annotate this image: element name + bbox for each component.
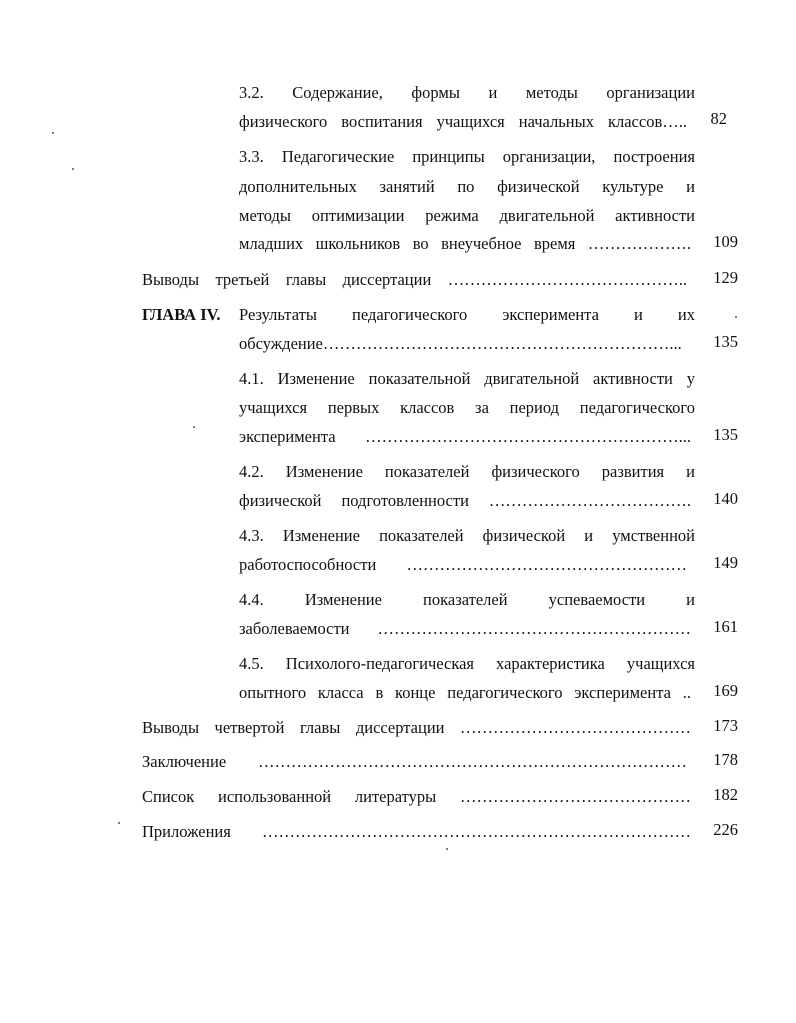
toc-entry-text: методы оптимизации режима двигательной активности bbox=[239, 206, 695, 225]
toc-entry-text: учащихся первых классов за период педагогического bbox=[239, 398, 695, 417]
scan-speck bbox=[735, 316, 737, 318]
toc-page-number: 226 bbox=[713, 820, 738, 839]
scan-speck bbox=[72, 168, 74, 170]
toc-entry-text: опытного класса в конце педагогического эксперимента .. bbox=[239, 683, 691, 702]
toc-entry-text: обсуждение………………………………………………………... bbox=[239, 334, 682, 353]
toc-entry-text: 3.3. Педагогические принципы организации, построения bbox=[239, 147, 695, 166]
toc-entry-text: 4.3. Изменение показателей физической и умственной bbox=[239, 526, 695, 545]
toc-entry-text: физической подготовленности ………………………………. bbox=[239, 491, 691, 510]
toc-entry-text: Выводы четвертой главы диссертации …………………………………… bbox=[142, 718, 691, 737]
chapter-label: ГЛАВА IV. bbox=[142, 305, 221, 324]
toc-page-number: 178 bbox=[713, 750, 738, 769]
toc-page-number: 129 bbox=[713, 268, 738, 287]
toc-entry-text: эксперимента …………………………………………………... bbox=[239, 427, 691, 446]
scan-speck bbox=[446, 848, 448, 850]
toc-entry-text: заболеваемости ………………………………………………… bbox=[239, 619, 691, 638]
toc-page-number: 140 bbox=[713, 489, 738, 508]
toc-entry-text: Список использованной литературы …………………………………… bbox=[142, 787, 691, 806]
toc-entry-text: Приложения …………………………………………………………………… bbox=[142, 822, 691, 841]
toc-entry-text: дополнительных занятий по физической культуре и bbox=[239, 177, 695, 196]
toc-entry-text: 4.2. Изменение показателей физического развития и bbox=[239, 462, 695, 481]
toc-entry-text: физического воспитания учащихся начальных классов….. bbox=[239, 112, 687, 131]
toc-page-number: 135 bbox=[713, 425, 738, 444]
toc-page-number: 182 bbox=[713, 785, 738, 804]
scan-speck bbox=[52, 132, 54, 134]
toc-entry-text: 3.2. Содержание, формы и методы организации bbox=[239, 83, 695, 102]
scan-speck bbox=[193, 426, 195, 428]
toc-page-number: 149 bbox=[713, 553, 738, 572]
toc-page-number: 161 bbox=[713, 617, 738, 636]
toc-page-number: 169 bbox=[713, 681, 738, 700]
toc-page-number: 135 bbox=[713, 332, 738, 351]
toc-page-number: 109 bbox=[713, 232, 738, 251]
scan-speck bbox=[118, 822, 120, 824]
toc-entry-text: Выводы третьей главы диссертации …………………………………….. bbox=[142, 270, 687, 289]
toc-entry-text: Заключение …………………………………………………………………… bbox=[142, 752, 687, 771]
toc-entry-text: 4.1. Изменение показательной двигательной активности у bbox=[239, 369, 695, 388]
toc-page-number: 82 bbox=[710, 109, 727, 128]
toc-entry-text: работоспособности …………………………………………… bbox=[239, 555, 687, 574]
toc-entry-text: 4.5. Психолого-педагогическая характеристика учащихся bbox=[239, 654, 695, 673]
toc-entry-text: 4.4. Изменение показателей успеваемости и bbox=[239, 590, 695, 609]
toc-entry-text: младших школьников во внеучебное время ………………. bbox=[239, 234, 691, 253]
toc-entry-text: Результаты педагогического эксперимента и их bbox=[239, 305, 695, 324]
toc-page-number: 173 bbox=[713, 716, 738, 735]
